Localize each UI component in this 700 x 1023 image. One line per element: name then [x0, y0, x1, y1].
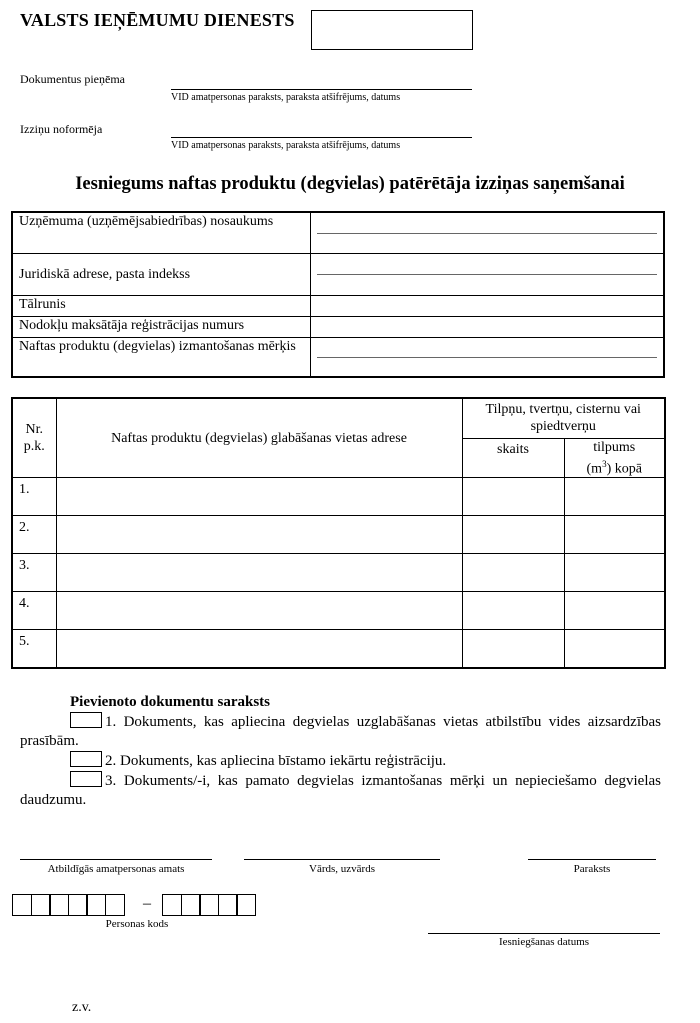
volume-cell[interactable] [564, 554, 665, 592]
issued-label: Izziņu noformēja [20, 122, 103, 136]
row-number: 4. [12, 592, 56, 630]
company-name-field[interactable] [310, 212, 664, 253]
tax-number-field[interactable] [310, 316, 664, 337]
agency-name: VALSTS IEŅĒMUMU DIENESTS [20, 10, 295, 30]
tax-number-label: Nodokļu maksātāja reģistrācijas numurs [12, 316, 310, 337]
legal-address-field[interactable] [310, 253, 664, 295]
volume-cell[interactable] [564, 592, 665, 630]
table-row [12, 316, 664, 337]
row-number: 2. [12, 516, 56, 554]
row-number: 5. [12, 630, 56, 668]
storage-sites-table [11, 397, 666, 669]
issued-signature-line[interactable] [171, 137, 472, 138]
address-cell[interactable] [56, 554, 462, 592]
position-caption: Atbildīgās amatpersonas amats [47, 863, 185, 875]
attachment-item: 3. Dokuments/-i, kas pamato degvielas izmantošanas mērķi un nepieciešamo degvielas daudzumu. [20, 773, 661, 808]
usage-purpose-label: Naftas produktu (degvielas) izmantošanas mērķis [12, 337, 310, 377]
personal-code-part1[interactable] [12, 894, 123, 916]
table-row [12, 337, 664, 377]
personal-code-dash: – [143, 895, 151, 912]
nr-header: Nr. p.k. [12, 398, 56, 478]
legal-address-label: Juridiskā adrese, pasta indekss [12, 253, 310, 295]
row-number: 1. [12, 478, 56, 516]
volume-cell[interactable] [564, 630, 665, 668]
signature-caption: Paraksts [573, 863, 611, 875]
table-row [12, 212, 664, 253]
accepted-signature-line[interactable] [171, 89, 472, 90]
count-cell[interactable] [462, 478, 564, 516]
company-name-label: Uzņēmuma (uzņēmējsabiedrības) nosaukums [12, 212, 310, 253]
accepted-caption: VID amatpersonas paraksts, paraksta atšifrējums, datums [171, 92, 401, 103]
address-header: Naftas produktu (degvielas) glabāšanas vietas adrese [56, 398, 462, 478]
count-cell[interactable] [462, 592, 564, 630]
attachment-item: 2. Dokuments, kas apliecina bīstamo iekārtu reģistrāciju. [20, 751, 661, 771]
table-row [12, 516, 665, 554]
count-cell[interactable] [462, 554, 564, 592]
tanks-group-header: Tilpņu, tvertņu, cisternu vai spiedtverņu [462, 398, 665, 438]
form-title: Iesniegums naftas produktu (degvielas) patērētāja izziņas saņemšanai [75, 174, 625, 194]
date-caption: Iesniegšanas datums [498, 936, 590, 948]
volume-header: tilpums $(m^3)$ kopā [564, 438, 665, 478]
table-row [12, 253, 664, 295]
attachment-2-checkbox[interactable] [70, 751, 102, 767]
address-cell[interactable] [56, 516, 462, 554]
seal-placeholder: z.v. [72, 1000, 92, 1015]
count-cell[interactable] [462, 516, 564, 554]
volume-cell[interactable] [564, 478, 665, 516]
table-row [12, 295, 664, 316]
name-line[interactable] [244, 859, 440, 860]
table-row [12, 592, 665, 630]
company-info-table [11, 211, 665, 378]
date-line[interactable] [428, 933, 660, 934]
personal-code-caption: Personas kods [105, 918, 169, 930]
table-row [12, 478, 665, 516]
table-row [12, 630, 665, 668]
phone-field[interactable] [310, 295, 664, 316]
personal-code-part2[interactable] [162, 894, 255, 916]
attachment-3-checkbox[interactable] [70, 771, 102, 787]
issued-caption: VID amatpersonas paraksts, paraksta atšifrējums, datums [171, 140, 401, 151]
address-cell[interactable] [56, 592, 462, 630]
registration-box[interactable] [311, 10, 473, 50]
count-cell[interactable] [462, 630, 564, 668]
usage-purpose-field[interactable] [310, 337, 664, 377]
accepted-label: Dokumentus pieņēma [20, 72, 125, 86]
volume-cell[interactable] [564, 516, 665, 554]
signature-line[interactable] [528, 859, 656, 860]
row-number: 3. [12, 554, 56, 592]
address-cell[interactable] [56, 478, 462, 516]
attachments-heading: Pievienoto dokumentu saraksts [70, 694, 271, 710]
name-caption: Vārds, uzvārds [309, 863, 375, 875]
table-row [12, 554, 665, 592]
attachment-1-checkbox[interactable] [70, 712, 102, 728]
position-line[interactable] [20, 859, 212, 860]
attachments-section [20, 693, 661, 810]
count-header: skaits [462, 438, 564, 478]
attachment-item: 1. Dokuments, kas apliecina degvielas uzglabāšanas vietas atbilstību vides aizsardzības prasībām. [20, 714, 661, 749]
address-cell[interactable] [56, 630, 462, 668]
phone-label: Tālrunis [12, 295, 310, 316]
